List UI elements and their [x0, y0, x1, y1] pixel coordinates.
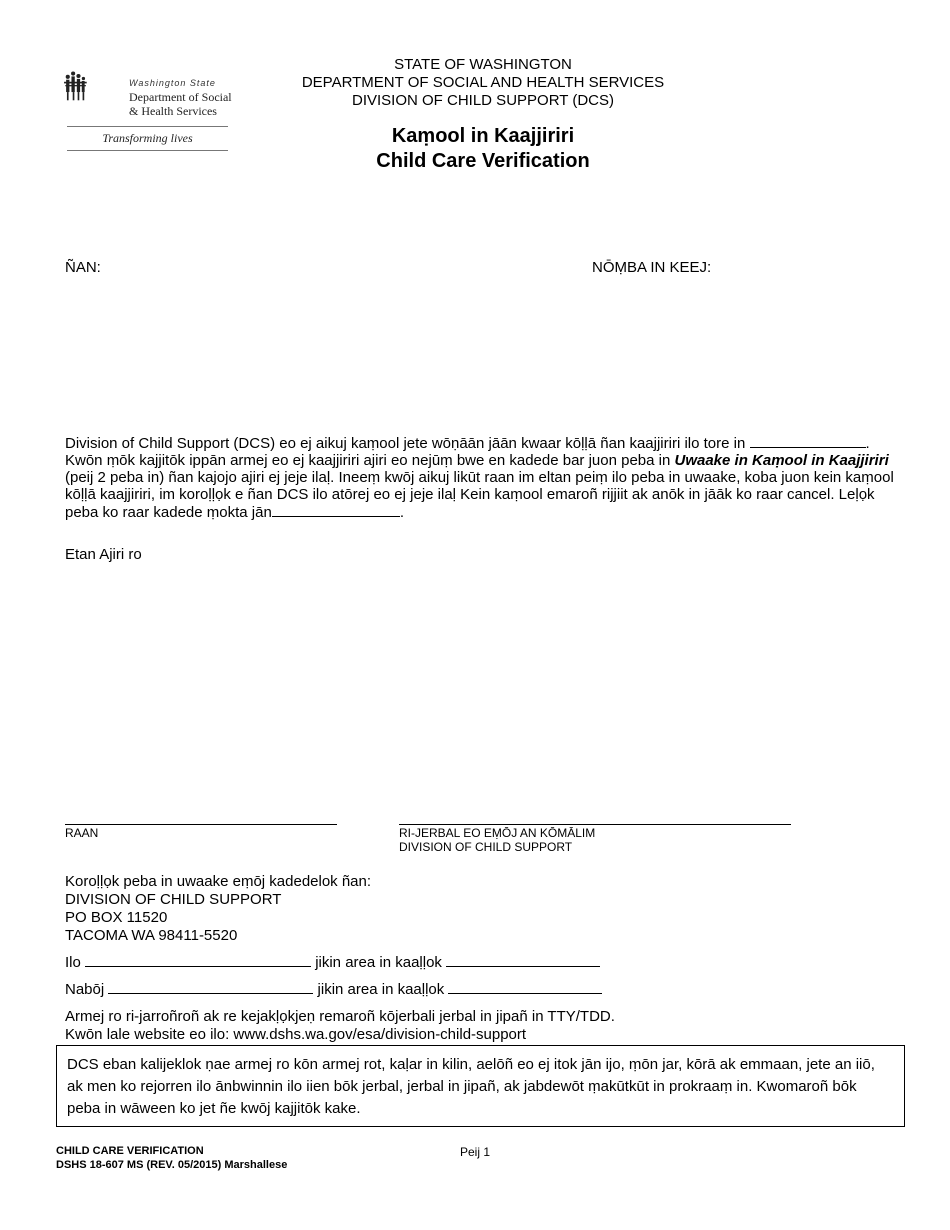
- date-due-blank[interactable]: [750, 434, 866, 448]
- worker-label-line2: DIVISION OF CHILD SUPPORT: [399, 840, 573, 854]
- logo-tagline: Transforming lives: [102, 131, 193, 145]
- worker-signature-line[interactable]: [399, 824, 791, 825]
- logo-rule-top: [67, 126, 228, 127]
- website-text: Kwōn lale website eo ilo: www.dshs.wa.gov/esa/division-child-support: [65, 1026, 527, 1043]
- footer-form-number: DSHS 18-607 MS (REV. 05/2015) Marshallese: [56, 1159, 288, 1171]
- day-phone-blank[interactable]: [85, 953, 311, 967]
- title-marshallese: Kaṃool in Kaajjiriri: [391, 125, 575, 147]
- address-intro: Koroḷḷọk peba in uwaake eṃōj kadedelok ñan:: [65, 873, 372, 890]
- paragraph-text-2: Kwōn ṃōk kajjitōk ippān armej eo ej kaajjiriri ajiri eo nejūṃ bwe en kadede bar juon peba in: [65, 452, 675, 469]
- form-reference: Uwaake in Kaṃool in Kaajjiriri: [674, 452, 889, 469]
- evening-phone-blank[interactable]: [108, 980, 313, 994]
- day-area-blank[interactable]: [446, 953, 600, 967]
- logo-rule-bottom: [67, 150, 228, 151]
- date-signature-line[interactable]: [65, 824, 337, 825]
- agency-header: [260, 56, 706, 110]
- prior-date-blank[interactable]: [272, 503, 400, 517]
- paragraph-text-1: Division of Child Support (DCS) eo ej aikuj kaṃool jete wōṇāān jāān kwaar kōḷḷā ñan kaajjiriri ilo tore in: [65, 435, 750, 452]
- date-label: RAAN: [65, 826, 99, 840]
- logo-dept-line2: & Health Services: [129, 104, 217, 118]
- paragraph-period-2: .: [399, 504, 404, 521]
- form-title: [260, 124, 706, 174]
- nondiscrimination-notice: DCS eban kalijeklok ṇae armej ro kōn armej rot, kaḷar in kilin, aelōñ eo ej itok jān ijo, ṃōn jar, kōrā ak emmaan, jete an iiō, ak men ko rejorren ilo ānbwinnin ilo iien bōk jerbal, jerbal in jipañ, ak jabdewōt ṃakūtkūt in prokraaṃ in. Kwomaroñ bōk peba in wāween ko jet ñe kwōj kajjitōk kake.: [56, 1045, 905, 1127]
- children-names-label: Etan Ajiri ro: [65, 546, 142, 563]
- address-line2: PO BOX 11520: [65, 909, 168, 926]
- footer-form-info: [56, 1144, 287, 1172]
- paragraph-text-3: (peij 2 peba in) ñan kajojo ajiri ej jeje ilaḷ. Ineeṃ kwōj aikuj likūt raan im eltan peiṃ ilo peba in uwaake, koba juon kein kaṃool kōḷḷā kaajjiriri, im koroḷḷọk e ñan DCS ilo atōrej eo ej jeje ilaḷ Kein kaṃool emaroñ rijjiit ak anōk in jāāk ko raar cancel. Leḷọk peba ko raar kadede ṃokta jān: [65, 469, 894, 521]
- page-number: Peij 1: [460, 1145, 491, 1159]
- header-division: DIVISION OF CHILD SUPPORT (DCS): [352, 92, 614, 109]
- header-state: STATE OF WASHINGTON: [394, 56, 572, 73]
- dshs-logo-icon: [62, 58, 132, 122]
- worker-label: [399, 826, 595, 854]
- address-line1: DIVISION OF CHILD SUPPORT: [65, 891, 282, 908]
- case-number-label: NŌṂBA IN KEEJ:: [592, 259, 712, 276]
- evening-phone-label: Nabōj: [65, 981, 105, 998]
- paragraph-period-1: .: [865, 435, 870, 452]
- logo-dept-line1: Department of Social: [129, 90, 232, 104]
- instructions-paragraph: [65, 434, 895, 521]
- address-line3: TACOMA WA 98411-5520: [65, 927, 238, 944]
- evening-area-blank[interactable]: [448, 980, 602, 994]
- evening-area-label: jikin area in kaaḷḷok: [317, 981, 445, 998]
- day-area-label: jikin area in kaaḷḷok: [315, 954, 442, 971]
- logo-state-text: Washington State: [129, 78, 216, 88]
- day-phone-label: Ilo: [65, 954, 81, 971]
- name-label: ÑAN:: [65, 259, 101, 276]
- footer-form-title: CHILD CARE VERIFICATION: [56, 1145, 204, 1157]
- tty-text: Armej ro ri-jarroñroñ ak re kejakḷọkjeṇ remaroñ kōjerbali jerbal in jipañ in TTY/TDD.: [65, 1008, 615, 1025]
- phone-row-day: [65, 953, 600, 971]
- logo-department-text: [129, 90, 232, 118]
- contact-info: [65, 1008, 615, 1044]
- header-department: DEPARTMENT OF SOCIAL AND HEALTH SERVICES: [301, 74, 665, 91]
- phone-row-evening: [65, 980, 602, 998]
- worker-label-line1: RI-JERBAL EO EṂŌJ AN KŌMĀLIM: [399, 826, 596, 840]
- title-english: Child Care Verification: [376, 150, 590, 172]
- return-address: [65, 873, 371, 945]
